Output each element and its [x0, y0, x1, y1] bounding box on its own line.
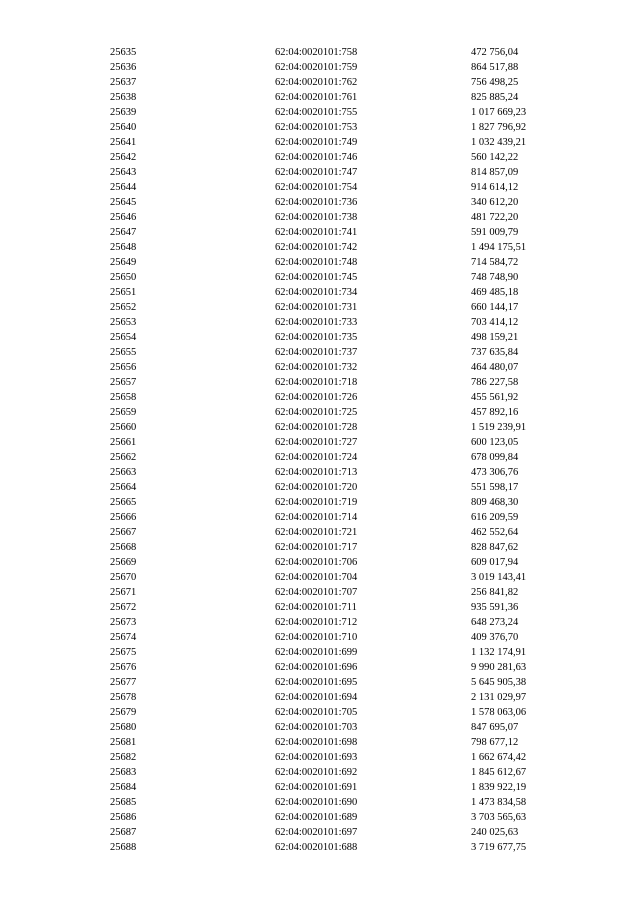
row-number-cell: 25635	[110, 47, 137, 58]
cadastral-value-cell: 1 827 796,92	[471, 122, 527, 133]
cadastral-number-cell: 62:04:0020101:698	[275, 737, 358, 748]
cadastral-number-cell: 62:04:0020101:753	[275, 122, 358, 133]
cadastral-number-cell: 62:04:0020101:749	[275, 137, 358, 148]
row-number-cell: 25679	[110, 707, 137, 718]
cadastral-value-cell: 469 485,18	[471, 287, 519, 298]
cadastral-number-cell: 62:04:0020101:738	[275, 212, 358, 223]
row-number-cell: 25638	[110, 92, 137, 103]
cadastral-value-cell: 600 123,05	[471, 437, 519, 448]
row-number-cell: 25674	[110, 632, 137, 643]
row-number-cell: 25673	[110, 617, 137, 628]
cadastral-number-cell: 62:04:0020101:736	[275, 197, 358, 208]
cadastral-number-cell: 62:04:0020101:719	[275, 497, 358, 508]
row-number-cell: 25681	[110, 737, 137, 748]
cadastral-value-cell: 748 748,90	[471, 272, 519, 283]
row-number-cell: 25671	[110, 587, 137, 598]
row-number-cell: 25648	[110, 242, 137, 253]
cadastral-number-cell: 62:04:0020101:704	[275, 572, 358, 583]
row-number-cell: 25682	[110, 752, 137, 763]
cadastral-value-cell: 1 519 239,91	[471, 422, 527, 433]
table-row	[110, 90, 591, 105]
cadastral-value-cell: 462 552,64	[471, 527, 519, 538]
cadastral-value-cell: 3 703 565,63	[471, 812, 527, 823]
row-number-cell: 25645	[110, 197, 137, 208]
cadastral-number-cell: 62:04:0020101:695	[275, 677, 358, 688]
table-row	[110, 195, 591, 210]
cadastral-value-cell: 1 662 674,42	[471, 752, 527, 763]
table-row	[110, 315, 591, 330]
row-number-cell: 25655	[110, 347, 137, 358]
row-number-cell: 25666	[110, 512, 137, 523]
row-number-cell: 25653	[110, 317, 137, 328]
table-row	[110, 495, 591, 510]
cadastral-number-cell: 62:04:0020101:747	[275, 167, 358, 178]
cadastral-number-cell: 62:04:0020101:714	[275, 512, 358, 523]
table-row	[110, 690, 591, 705]
table-body	[110, 45, 591, 855]
table-row	[110, 240, 591, 255]
cadastral-value-cell: 914 614,12	[471, 182, 519, 193]
row-number-cell: 25641	[110, 137, 137, 148]
cadastral-value-cell: 616 209,59	[471, 512, 519, 523]
cadastral-number-cell: 62:04:0020101:720	[275, 482, 358, 493]
cadastral-value-cell: 798 677,12	[471, 737, 519, 748]
cadastral-number-cell: 62:04:0020101:726	[275, 392, 358, 403]
table-row	[110, 210, 591, 225]
cadastral-number-cell: 62:04:0020101:745	[275, 272, 358, 283]
cadastral-number-cell: 62:04:0020101:761	[275, 92, 358, 103]
cadastral-value-cell: 703 414,12	[471, 317, 519, 328]
table-row	[110, 105, 591, 120]
cadastral-value-cell: 3 719 677,75	[471, 842, 527, 853]
cadastral-number-cell: 62:04:0020101:699	[275, 647, 358, 658]
cadastral-number-cell: 62:04:0020101:728	[275, 422, 358, 433]
cadastral-value-cell: 256 841,82	[471, 587, 519, 598]
cadastral-value-cell: 560 142,22	[471, 152, 519, 163]
cadastral-number-cell: 62:04:0020101:717	[275, 542, 358, 553]
row-number-cell: 25670	[110, 572, 137, 583]
cadastral-number-cell: 62:04:0020101:731	[275, 302, 358, 313]
cadastral-value-cell: 1 473 834,58	[471, 797, 527, 808]
table-row	[110, 645, 591, 660]
cadastral-value-cell: 3 019 143,41	[471, 572, 527, 583]
table-row	[110, 420, 591, 435]
cadastral-number-cell: 62:04:0020101:758	[275, 47, 358, 58]
cadastral-number-cell: 62:04:0020101:735	[275, 332, 358, 343]
row-number-cell: 25668	[110, 542, 137, 553]
cadastral-number-cell: 62:04:0020101:712	[275, 617, 358, 628]
cadastral-number-cell: 62:04:0020101:721	[275, 527, 358, 538]
cadastral-value-cell: 1 494 175,51	[471, 242, 527, 253]
cadastral-value-cell: 609 017,94	[471, 557, 519, 568]
cadastral-value-cell: 1 132 174,91	[471, 647, 527, 658]
cadastral-number-cell: 62:04:0020101:697	[275, 827, 358, 838]
table-row	[110, 630, 591, 645]
cadastral-value-cell: 340 612,20	[471, 197, 519, 208]
cadastral-number-cell: 62:04:0020101:725	[275, 407, 358, 418]
table-row	[110, 285, 591, 300]
table-row	[110, 45, 591, 60]
cadastral-number-cell: 62:04:0020101:727	[275, 437, 358, 448]
cadastral-value-cell: 737 635,84	[471, 347, 519, 358]
cadastral-number-cell: 62:04:0020101:693	[275, 752, 358, 763]
table-row	[110, 510, 591, 525]
table-row	[110, 330, 591, 345]
cadastral-value-cell: 809 468,30	[471, 497, 519, 508]
cadastral-number-cell: 62:04:0020101:748	[275, 257, 358, 268]
row-number-cell: 25636	[110, 62, 137, 73]
cadastral-number-cell: 62:04:0020101:762	[275, 77, 358, 88]
row-number-cell: 25662	[110, 452, 137, 463]
cadastral-number-cell: 62:04:0020101:688	[275, 842, 358, 853]
table-row	[110, 840, 591, 855]
table-row	[110, 405, 591, 420]
cadastral-value-cell: 935 591,36	[471, 602, 519, 613]
cadastral-number-cell: 62:04:0020101:741	[275, 227, 358, 238]
cadastral-number-cell: 62:04:0020101:754	[275, 182, 358, 193]
cadastral-number-cell: 62:04:0020101:710	[275, 632, 358, 643]
cadastral-value-cell: 5 645 905,38	[471, 677, 527, 688]
table-row	[110, 60, 591, 75]
cadastral-number-cell: 62:04:0020101:707	[275, 587, 358, 598]
row-number-cell: 25637	[110, 77, 137, 88]
cadastral-number-cell: 62:04:0020101:713	[275, 467, 358, 478]
cadastral-number-cell: 62:04:0020101:692	[275, 767, 358, 778]
cadastral-number-cell: 62:04:0020101:737	[275, 347, 358, 358]
row-number-cell: 25639	[110, 107, 137, 118]
row-number-cell: 25642	[110, 152, 137, 163]
table-row	[110, 735, 591, 750]
cadastral-number-cell: 62:04:0020101:742	[275, 242, 358, 253]
row-number-cell: 25649	[110, 257, 137, 268]
cadastral-value-cell: 551 598,17	[471, 482, 519, 493]
row-number-cell: 25651	[110, 287, 137, 298]
row-number-cell: 25640	[110, 122, 137, 133]
cadastral-value-cell: 1 017 669,23	[471, 107, 527, 118]
table-row	[110, 345, 591, 360]
row-number-cell: 25660	[110, 422, 137, 433]
table-row	[110, 375, 591, 390]
table-row	[110, 150, 591, 165]
table-row	[110, 750, 591, 765]
cadastral-value-cell: 1 578 063,06	[471, 707, 527, 718]
row-number-cell: 25688	[110, 842, 137, 853]
cadastral-number-cell: 62:04:0020101:694	[275, 692, 358, 703]
row-number-cell: 25686	[110, 812, 137, 823]
table-row	[110, 675, 591, 690]
table-row	[110, 75, 591, 90]
table-row	[110, 555, 591, 570]
row-number-cell: 25663	[110, 467, 137, 478]
row-number-cell: 25678	[110, 692, 137, 703]
cadastral-value-cell: 648 273,24	[471, 617, 519, 628]
cadastral-value-cell: 9 990 281,63	[471, 662, 527, 673]
row-number-cell: 25680	[110, 722, 137, 733]
table-row	[110, 450, 591, 465]
row-number-cell: 25684	[110, 782, 137, 793]
row-number-cell: 25657	[110, 377, 137, 388]
cadastral-value-cell: 240 025,63	[471, 827, 519, 838]
table-row	[110, 570, 591, 585]
row-number-cell: 25647	[110, 227, 137, 238]
table-row	[110, 585, 591, 600]
cadastral-number-cell: 62:04:0020101:755	[275, 107, 358, 118]
row-number-cell: 25652	[110, 302, 137, 313]
table-row	[110, 465, 591, 480]
row-number-cell: 25658	[110, 392, 137, 403]
cadastral-value-cell: 714 584,72	[471, 257, 519, 268]
cadastral-value-cell: 756 498,25	[471, 77, 519, 88]
table-row	[110, 540, 591, 555]
table-row	[110, 615, 591, 630]
table-row	[110, 810, 591, 825]
table-row	[110, 705, 591, 720]
cadastral-value-table	[110, 45, 591, 855]
row-number-cell: 25664	[110, 482, 137, 493]
row-number-cell: 25643	[110, 167, 137, 178]
table-row	[110, 600, 591, 615]
cadastral-value-cell: 2 131 029,97	[471, 692, 527, 703]
cadastral-number-cell: 62:04:0020101:759	[275, 62, 358, 73]
cadastral-number-cell: 62:04:0020101:690	[275, 797, 358, 808]
cadastral-value-cell: 786 227,58	[471, 377, 519, 388]
cadastral-value-cell: 814 857,09	[471, 167, 519, 178]
table-row	[110, 225, 591, 240]
row-number-cell: 25675	[110, 647, 137, 658]
cadastral-value-cell: 660 144,17	[471, 302, 519, 313]
table-row	[110, 390, 591, 405]
row-number-cell: 25685	[110, 797, 137, 808]
cadastral-value-cell: 678 099,84	[471, 452, 519, 463]
row-number-cell: 25676	[110, 662, 137, 673]
cadastral-number-cell: 62:04:0020101:734	[275, 287, 358, 298]
row-number-cell: 25669	[110, 557, 137, 568]
row-number-cell: 25665	[110, 497, 137, 508]
row-number-cell: 25677	[110, 677, 137, 688]
cadastral-value-cell: 473 306,76	[471, 467, 519, 478]
table-row	[110, 135, 591, 150]
cadastral-number-cell: 62:04:0020101:696	[275, 662, 358, 673]
cadastral-value-cell: 472 756,04	[471, 47, 519, 58]
cadastral-number-cell: 62:04:0020101:705	[275, 707, 358, 718]
table-row	[110, 660, 591, 675]
table-row	[110, 120, 591, 135]
cadastral-number-cell: 62:04:0020101:706	[275, 557, 358, 568]
cadastral-value-cell: 457 892,16	[471, 407, 519, 418]
cadastral-number-cell: 62:04:0020101:746	[275, 152, 358, 163]
cadastral-value-cell: 464 480,07	[471, 362, 519, 373]
cadastral-value-cell: 498 159,21	[471, 332, 519, 343]
cadastral-value-cell: 828 847,62	[471, 542, 519, 553]
table-row	[110, 825, 591, 840]
cadastral-value-cell: 409 376,70	[471, 632, 519, 643]
table-row	[110, 165, 591, 180]
cadastral-value-cell: 1 032 439,21	[471, 137, 527, 148]
row-number-cell: 25654	[110, 332, 137, 343]
cadastral-number-cell: 62:04:0020101:718	[275, 377, 358, 388]
row-number-cell: 25683	[110, 767, 137, 778]
table-row	[110, 720, 591, 735]
table-row	[110, 270, 591, 285]
cadastral-number-cell: 62:04:0020101:724	[275, 452, 358, 463]
row-number-cell: 25667	[110, 527, 137, 538]
cadastral-number-cell: 62:04:0020101:691	[275, 782, 358, 793]
table-row	[110, 255, 591, 270]
table-row	[110, 765, 591, 780]
cadastral-value-cell: 1 839 922,19	[471, 782, 527, 793]
cadastral-value-cell: 1 845 612,67	[471, 767, 527, 778]
table-row	[110, 300, 591, 315]
cadastral-number-cell: 62:04:0020101:732	[275, 362, 358, 373]
row-number-cell: 25661	[110, 437, 137, 448]
row-number-cell: 25656	[110, 362, 137, 373]
cadastral-value-cell: 481 722,20	[471, 212, 519, 223]
row-number-cell: 25687	[110, 827, 137, 838]
row-number-cell: 25650	[110, 272, 137, 283]
cadastral-value-cell: 864 517,88	[471, 62, 519, 73]
cadastral-number-cell: 62:04:0020101:733	[275, 317, 358, 328]
cadastral-value-cell: 591 009,79	[471, 227, 519, 238]
row-number-cell: 25644	[110, 182, 137, 193]
table-row	[110, 795, 591, 810]
table-row	[110, 180, 591, 195]
cadastral-value-cell: 455 561,92	[471, 392, 519, 403]
row-number-cell: 25659	[110, 407, 137, 418]
table-row	[110, 525, 591, 540]
row-number-cell: 25672	[110, 602, 137, 613]
cadastral-number-cell: 62:04:0020101:703	[275, 722, 358, 733]
table-row	[110, 360, 591, 375]
cadastral-number-cell: 62:04:0020101:711	[275, 602, 357, 613]
table-row	[110, 435, 591, 450]
row-number-cell: 25646	[110, 212, 137, 223]
table-row	[110, 780, 591, 795]
cadastral-value-cell: 847 695,07	[471, 722, 519, 733]
table-row	[110, 480, 591, 495]
cadastral-number-cell: 62:04:0020101:689	[275, 812, 358, 823]
cadastral-value-cell: 825 885,24	[471, 92, 519, 103]
